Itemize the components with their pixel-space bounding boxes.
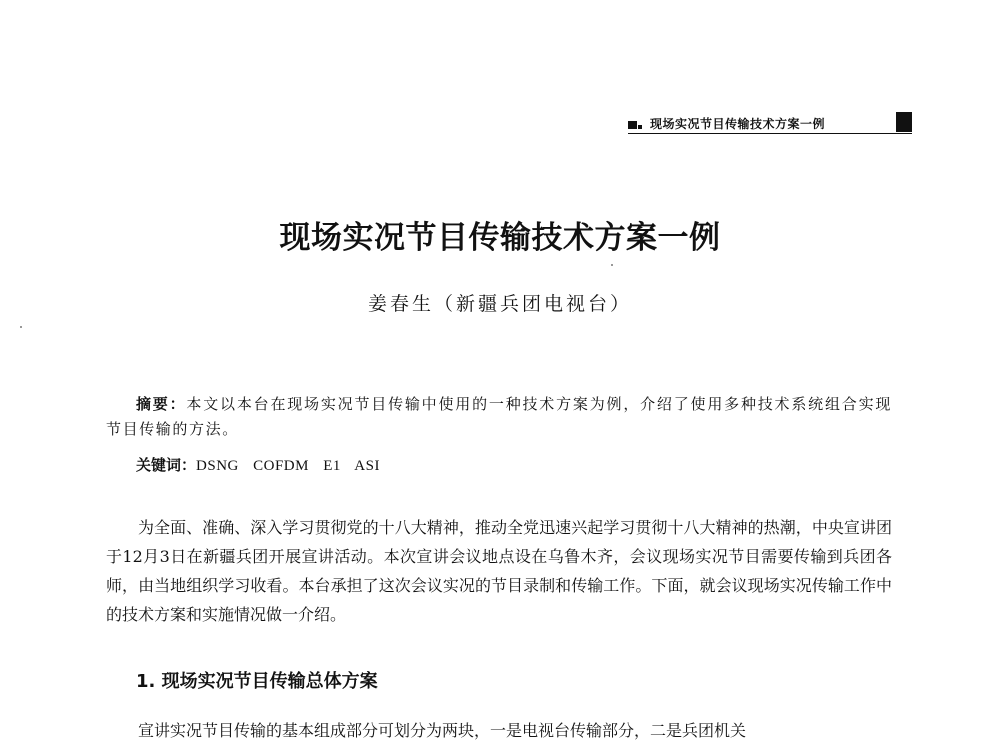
body-paragraph-1: 为全面、准确、深入学习贯彻党的十八大精神，推动全党迅速兴起学习贯彻十八大精神的热潮，中央宣讲团于12月3日在新疆兵团开展宣讲活动。本次宣讲会议地点设在乌鲁木齐，会议现场实况节目需要传输到兵团各师，由当地组织学习收看。本台承担了这次会议实况的节目录制和传输工作。下面，就会议现场实况传输工作中的技术方案和实施情况做一介绍。 (106, 518, 892, 624)
running-header (628, 112, 912, 136)
keywords (136, 453, 896, 479)
header-square-mark (628, 121, 637, 129)
abstract-label: 摘要： (136, 395, 187, 413)
body-paragraph-2: 宣讲实况节目传输的基本组成部分可划分为两块，一是电视台传输部分，二是兵团机关 (138, 721, 747, 740)
header-block-mark (896, 112, 912, 132)
header-small-square-mark (638, 125, 642, 129)
abstract-text: 本文以本台在现场实况节目传输中使用的一种技术方案为例，介绍了使用多种技术系统组合实现节目传输的方法。 (106, 395, 892, 438)
scan-speck (611, 264, 613, 266)
article-author: 姜春生（新疆兵团电视台） (367, 293, 632, 315)
article-title: 现场实况节目传输技术方案一例 (279, 220, 721, 256)
running-header-title: 现场实况节目传输技术方案一例 (650, 117, 826, 131)
abstract (106, 392, 892, 442)
header-rule (628, 133, 912, 134)
section-heading-1: 1. 现场实况节目传输总体方案 (136, 671, 378, 692)
keywords-list: DSNG COFDM E1 ASI (196, 458, 380, 474)
scan-speck (20, 326, 22, 328)
keywords-label: 关键词： (136, 456, 197, 474)
